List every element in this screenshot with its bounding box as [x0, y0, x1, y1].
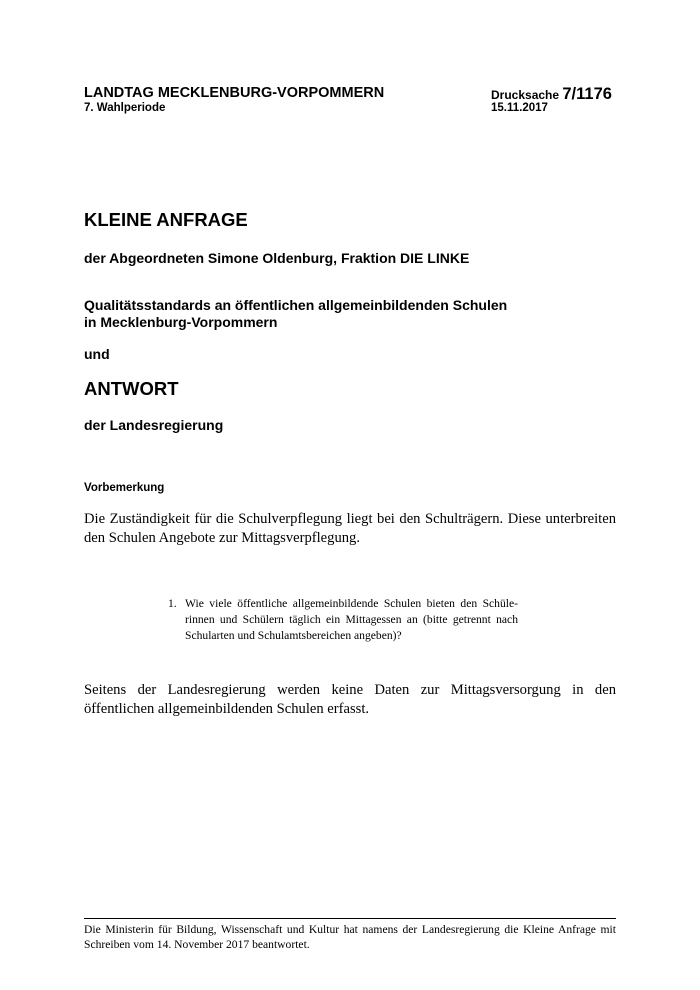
question-number: 1. [168, 597, 177, 610]
document-date: 15.11.2017 [491, 102, 548, 114]
und-connector: und [84, 346, 110, 362]
drucksache-label: Drucksache [491, 88, 563, 102]
drucksache-number: 7/1176 [562, 85, 612, 103]
subject-line-2: in Mecklenburg-Vorpommern [84, 314, 278, 330]
question-text: Wie viele öffentliche allgemeinbildende Schulen bieten den Schüle- rinnen und Schülern täglich ein Mittagessen an (bitte getrennt nach Schularten und Schulamtsbereichen angeben)? [185, 597, 518, 642]
antwort-heading: ANTWORT [84, 378, 179, 399]
legislative-period: 7. Wahlperiode [84, 102, 166, 114]
footer-note: Die Ministerin für Bildung, Wissenschaft und Kultur hat namens der Landesregierung die Kleine Anfrage mit Schreiben vom 14. November 2017 beantwortet. [84, 923, 616, 951]
responder-line: der Landesregierung [84, 417, 224, 433]
question-1 [168, 596, 518, 644]
kleine-anfrage-heading: KLEINE ANFRAGE [84, 209, 248, 230]
answer-text: Seitens der Landesregierung werden keine Daten zur Mittagsversorgung in den öffentlichen allgemeinbildenden Schulen erfasst. [84, 682, 616, 717]
vorbemerkung-heading: Vorbemerkung [84, 482, 165, 494]
subject-line-1: Qualitätsstandards an öffentlichen allgemeinbildenden Schulen [84, 297, 508, 313]
vorbemerkung-text: Die Zuständigkeit für die Schulverpflegung liegt bei den Schulträgern. Diese unterbreiten den Schulen Angebote zur Mittagsverpflegung. [84, 511, 616, 546]
author-line: der Abgeordneten Simone Oldenburg, Fraktion DIE LINKE [84, 250, 470, 266]
parliament-name: LANDTAG MECKLENBURG-VORPOMMERN [84, 85, 385, 101]
footer-divider [84, 918, 616, 919]
